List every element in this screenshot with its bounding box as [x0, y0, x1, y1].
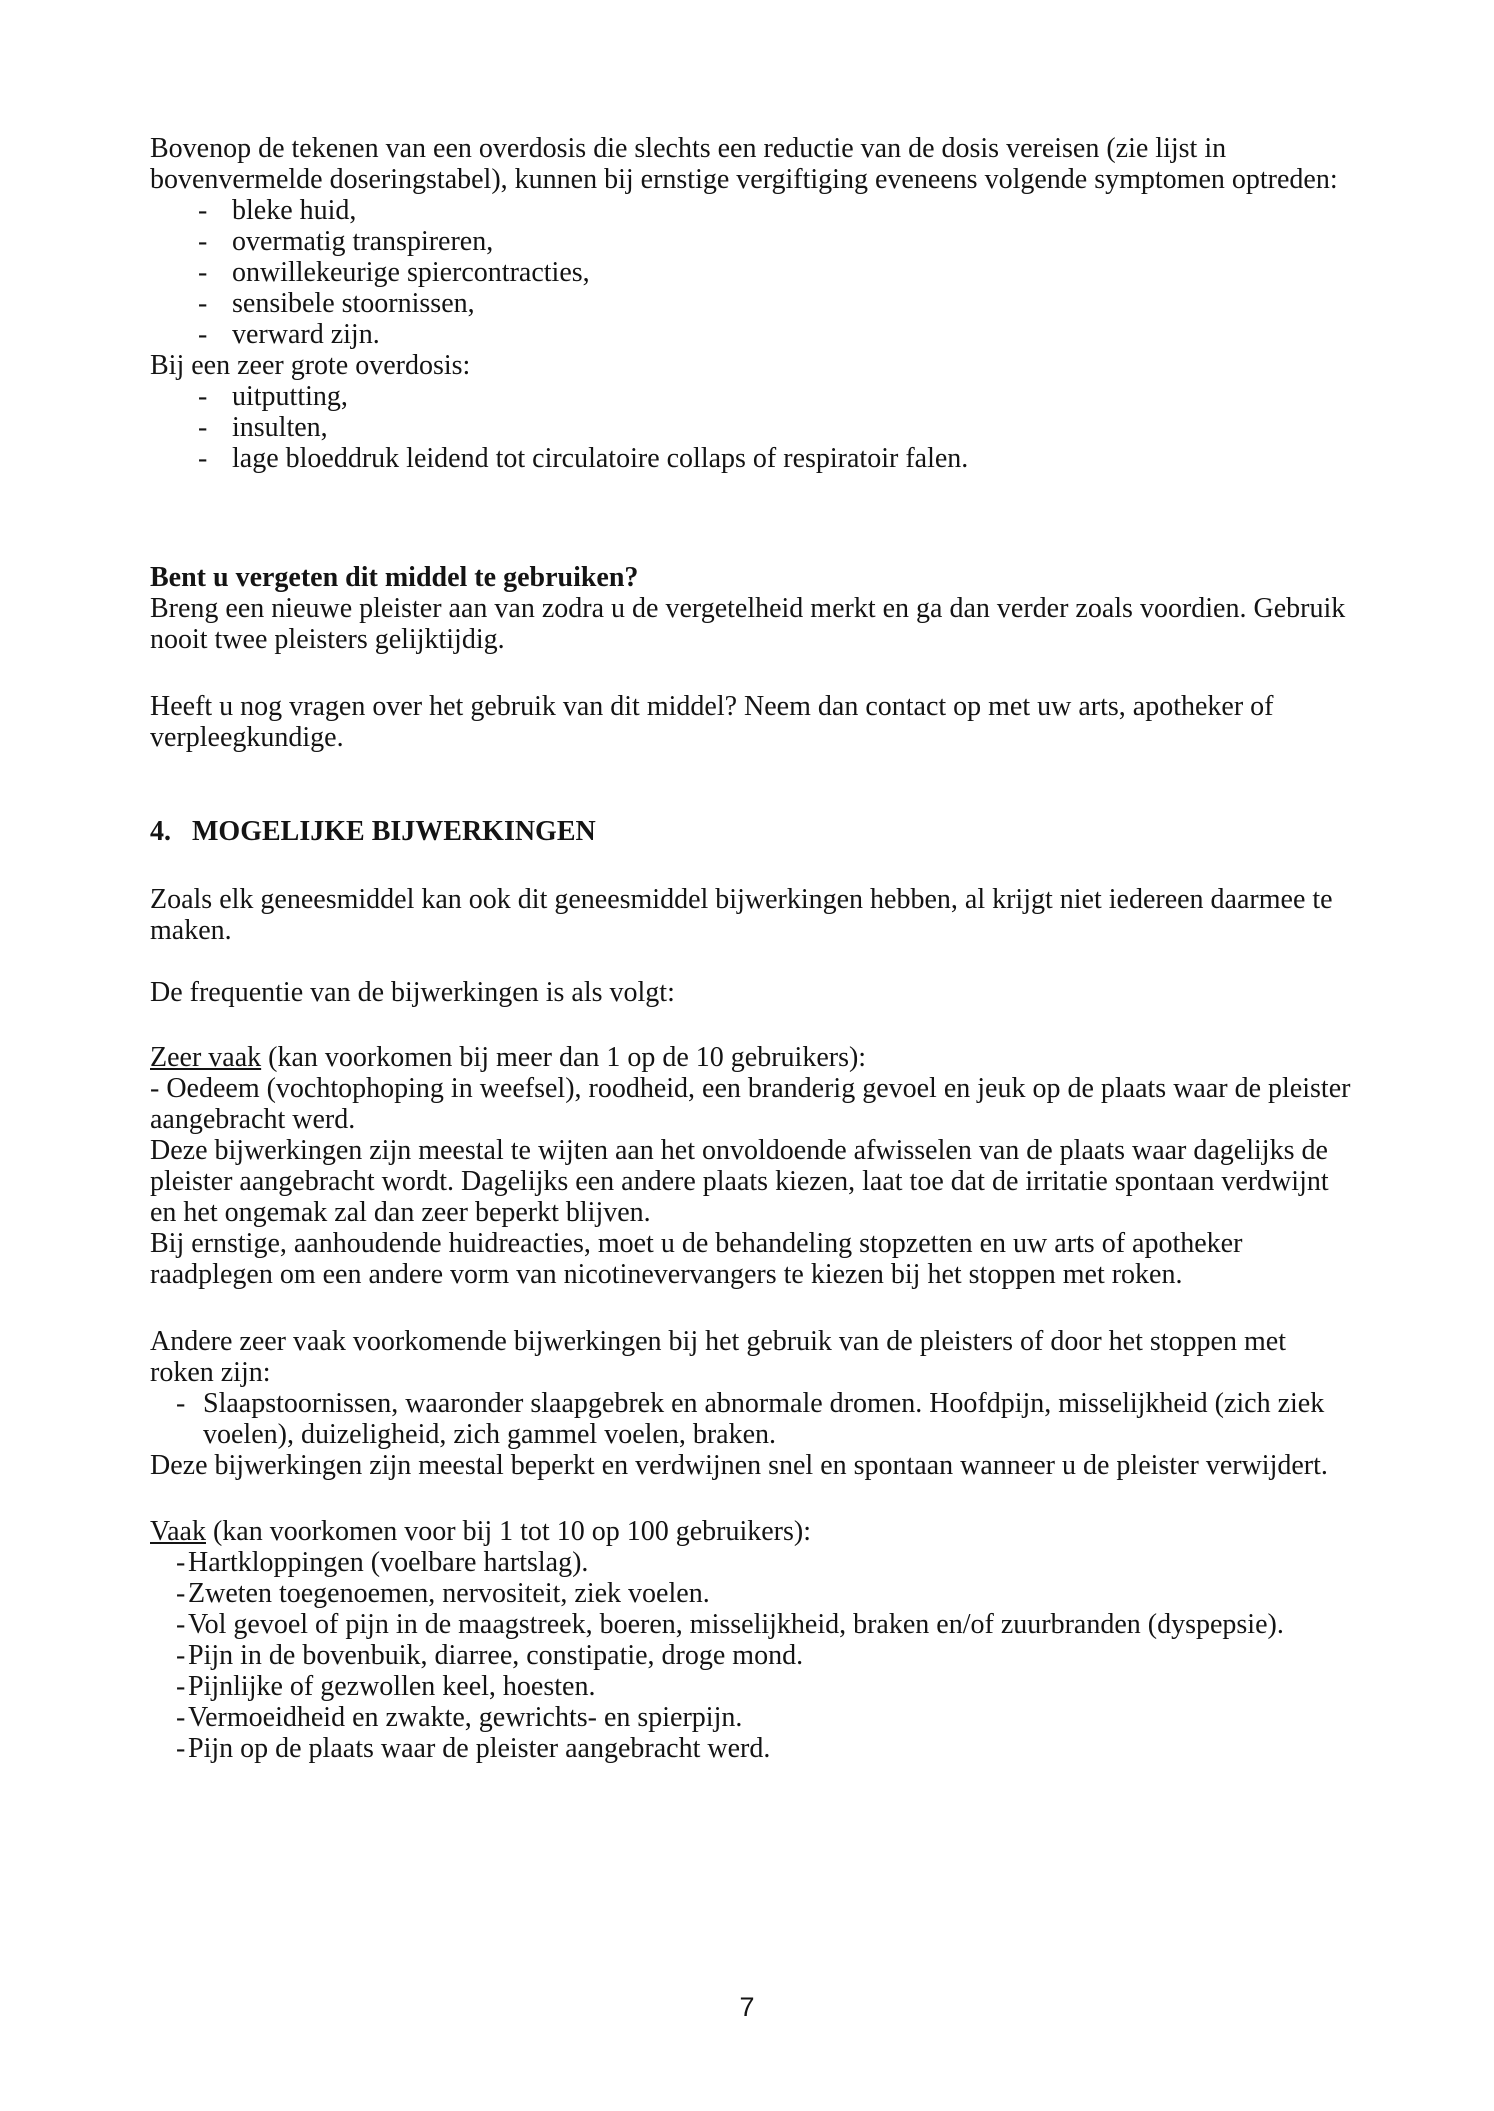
dash-bullet: -: [198, 381, 208, 412]
severe-overdose-list: [150, 381, 1355, 474]
severe-overdose-label: Bij een zeer grote overdosis:: [150, 350, 471, 381]
list-item: [150, 195, 1355, 226]
list-item: [150, 257, 1355, 288]
forgot-body: Breng een nieuwe pleister aan van zodra u de vergetelheid merkt en ga dan verder zoals voordien. Gebruik nooit twee pleisters gelijktijdig.: [150, 593, 1346, 655]
dash-bullet: -: [176, 1547, 186, 1578]
vaak-label-suffix: (kan voorkomen voor bij 1 tot 10 op 100 gebruikers):: [205, 1516, 811, 1547]
list-item-text: Pijnlijke of gezwollen keel, hoesten.: [188, 1671, 596, 1702]
list-item: [150, 1733, 1355, 1764]
forgot-section: [150, 562, 1355, 655]
list-item-text: Vol gevoel of pijn in de maagstreek, boeren, misselijkheid, braken en/of zuurbranden (dyspepsie).: [188, 1609, 1284, 1640]
zeer-vaak-label: Zeer vaak: [150, 1042, 262, 1073]
list-item-text: lage bloeddruk leidend tot circulatoire collaps of respiratoir falen.: [232, 443, 969, 474]
list-item: [150, 226, 1355, 257]
vaak-label-line: [150, 1516, 1355, 1547]
dash-bullet: -: [198, 226, 208, 257]
list-item: [150, 319, 1355, 350]
andere-intro: Andere zeer vaak voorkomende bijwerkingen bij het gebruik van de pleisters of door het stoppen met roken zijn:: [150, 1326, 1286, 1388]
dash-bullet: -: [176, 1733, 186, 1764]
list-item-text: onwillekeurige spiercontracties,: [232, 257, 590, 288]
overdose-symptom-list: [150, 195, 1355, 350]
dash-bullet: -: [176, 1702, 186, 1733]
list-item: [150, 412, 1355, 443]
list-item-text: Slaapstoornissen, waaronder slaapgebrek en abnormale dromen. Hoofdpijn, misselijkheid (zich ziek voelen), duizeligheid, zich gammel voelen, braken.: [203, 1388, 1325, 1450]
andere-note: Deze bijwerkingen zijn meestal beperkt en verdwijnen snel en spontaan wanneer u de pleister verwijdert.: [150, 1450, 1328, 1481]
list-item: [150, 1640, 1355, 1671]
section-4-heading: [150, 816, 1355, 847]
list-item: [150, 443, 1355, 474]
list-item: [150, 1578, 1355, 1609]
list-item: [150, 288, 1355, 319]
section-title: MOGELIJKE BIJWERKINGEN: [192, 816, 596, 847]
document-content: [150, 133, 1355, 1764]
list-item-text: uitputting,: [232, 381, 348, 412]
zeer-vaak-line2: Deze bijwerkingen zijn meestal te wijten aan het onvoldoende afwisselen van de plaats waar dagelijks de pleister aangebracht wordt. Dagelijks een andere plaats kiezen, laat toe dat de irritatie spontaan verdwijnt en het ongemak zal dan zeer beperkt blijven.: [150, 1135, 1329, 1228]
list-item: [150, 1547, 1355, 1578]
zeer-vaak-line1: - Oedeem (vochtophoping in weefsel), roodheid, een branderig gevoel en jeuk op de plaats waar de pleister aangebracht werd.: [150, 1073, 1351, 1135]
list-item-text: verward zijn.: [232, 319, 380, 350]
list-item-text: Hartkloppingen (voelbare hartslag).: [188, 1547, 589, 1578]
list-item-text: Pijn op de plaats waar de pleister aangebracht werd.: [188, 1733, 771, 1764]
zeer-vaak-label-suffix: (kan voorkomen bij meer dan 1 op de 10 gebruikers):: [261, 1042, 867, 1073]
dash-bullet: -: [198, 257, 208, 288]
list-item: [150, 1609, 1355, 1640]
vaak-block: [150, 1516, 1355, 1764]
zeer-vaak-label-line: [150, 1042, 1355, 1073]
dash-bullet: -: [198, 412, 208, 443]
questions-paragraph: Heeft u nog vragen over het gebruik van dit middel? Neem dan contact op met uw arts, apotheker of verpleegkundige.: [150, 691, 1274, 753]
forgot-heading: Bent u vergeten dit middel te gebruiken?: [150, 562, 639, 593]
zeer-vaak-block: [150, 1042, 1355, 1290]
list-item-text: bleke huid,: [232, 195, 357, 226]
list-item: [150, 1671, 1355, 1702]
zeer-vaak-line3: Bij ernstige, aanhoudende huidreacties, moet u de behandeling stopzetten en uw arts of apotheker raadplegen om een andere vorm van nicotinevervangers te kiezen bij het stoppen met roken.: [150, 1228, 1243, 1290]
list-item-text: Pijn in de bovenbuik, diarree, constipatie, droge mond.: [188, 1640, 804, 1671]
dash-bullet: -: [198, 288, 208, 319]
frequency-intro: De frequentie van de bijwerkingen is als volgt:: [150, 977, 675, 1008]
page-number: 7: [739, 1992, 755, 2022]
list-item-text: overmatig transpireren,: [232, 226, 494, 257]
dash-bullet: -: [198, 195, 208, 226]
dash-bullet: -: [198, 443, 208, 474]
section-4-intro: Zoals elk geneesmiddel kan ook dit geneesmiddel bijwerkingen hebben, al krijgt niet iedereen daarmee te maken.: [150, 884, 1333, 946]
list-item-text: insulten,: [232, 412, 328, 443]
dash-bullet: -: [198, 319, 208, 350]
dash-bullet: -: [176, 1671, 186, 1702]
intro-paragraph: Bovenop de tekenen van een overdosis die slechts een reductie van de dosis vereisen (zie lijst in bovenvermelde doseringstabel), kunnen bij ernstige vergiftiging eveneens volgende symptomen optreden:: [150, 133, 1338, 195]
list-item: [150, 1388, 1355, 1450]
section-number: 4.: [150, 816, 171, 847]
vaak-label: Vaak: [150, 1516, 206, 1547]
list-item: [150, 381, 1355, 412]
list-item: [150, 1702, 1355, 1733]
list-item-text: Zweten toegenoemen, nervositeit, ziek voelen.: [188, 1578, 710, 1609]
dash-bullet: -: [176, 1578, 186, 1609]
dash-bullet: -: [176, 1388, 186, 1419]
andere-block: [150, 1326, 1355, 1481]
list-item-text: Vermoeidheid en zwakte, gewrichts- en spierpijn.: [188, 1702, 743, 1733]
dash-bullet: -: [176, 1640, 186, 1671]
dash-bullet: -: [176, 1609, 186, 1640]
list-item-text: sensibele stoornissen,: [232, 288, 475, 319]
